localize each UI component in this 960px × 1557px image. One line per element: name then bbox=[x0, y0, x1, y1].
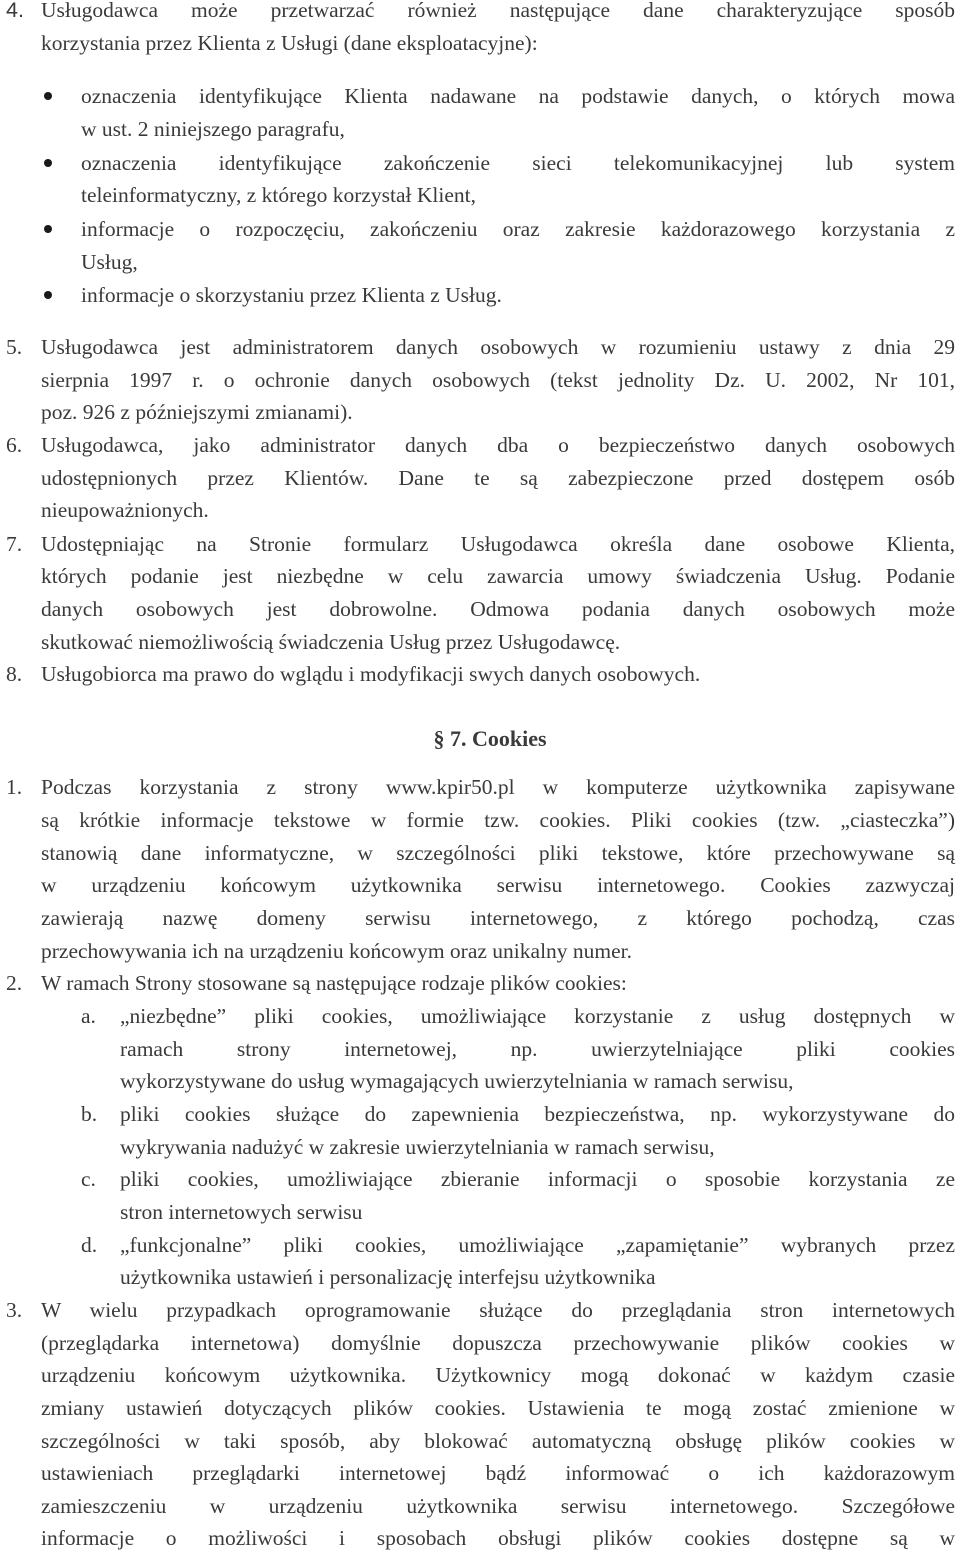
paragraph-line: urządzeniu końcowym użytkownika. Użytkownicy mogą dokonać w każdym czasie bbox=[41, 1363, 955, 1387]
list-line: wykrywania nadużyć w zakresie uwierzytelniania w ramach serwisu, bbox=[120, 1135, 715, 1159]
paragraph-line: których podanie jest niezbędne w celu zawarcia umowy świadczenia Usług. Podanie bbox=[41, 564, 955, 588]
section-heading: § 7. Cookies bbox=[433, 726, 547, 751]
paragraph-line: ustawieniach przeglądarki internetowej bądź informować o ich każdorazowym bbox=[41, 1461, 955, 1485]
paragraph-line: W ramach Strony stosowane są następujące rodzaje plików cookies: bbox=[41, 971, 627, 995]
paragraph-line: stanowią dane informatyczne, w szczególności pliki tekstowe, które przechowywane są bbox=[41, 841, 955, 865]
item-number: 2. bbox=[6, 971, 23, 995]
paragraph-line: udostępnionych przez Klientów. Dane te są zabezpieczone przed dostępem osób bbox=[41, 466, 955, 490]
paragraph-line: przechowywania ich na urządzeniu końcowym oraz unikalny numer. bbox=[41, 939, 633, 963]
paragraph-line: Usługodawca może przetwarzać również następujące dane charakteryzujące sposób bbox=[41, 0, 955, 22]
paragraph-line: Udostępniając na Stronie formularz Usługodawca określa dane osobowe Klienta, bbox=[41, 532, 955, 556]
paragraph-line: skutkować niemożliwością świadczenia Usług przez Usługodawcę. bbox=[41, 630, 621, 654]
item-number: 3. bbox=[6, 1298, 23, 1322]
paragraph-line: Podczas korzystania z strony www.kpir50.pl w komputerze użytkownika zapisywane bbox=[41, 775, 955, 799]
paragraph-line: (przeglądarka internetowa) domyślnie dopuszcza przechowywanie plików cookies w bbox=[41, 1331, 955, 1355]
item-number: 6. bbox=[6, 433, 23, 457]
list-line: ramach strony internetowej, np. uwierzytelniające pliki cookies bbox=[120, 1037, 955, 1061]
list-line: stron internetowych serwisu bbox=[120, 1200, 363, 1224]
paragraph-line: w urządzeniu końcowym użytkownika serwisu internetowego. Cookies zazwyczaj bbox=[41, 873, 955, 897]
bullet-line: oznaczenia identyfikujące zakończenie sieci telekomunikacyjnej lub system bbox=[81, 151, 955, 175]
bullet-line: oznaczenia identyfikujące Klienta nadawane na podstawie danych, o których mowa bbox=[81, 84, 955, 108]
bullet-line: informacje o rozpoczęciu, zakończeniu oraz zakresie każdorazowego korzystania z bbox=[81, 217, 955, 241]
list-line: użytkownika ustawień i personalizację interfejsu użytkownika bbox=[120, 1265, 656, 1289]
item-number: 1. bbox=[6, 775, 23, 799]
bullet-icon bbox=[44, 92, 52, 100]
bullet-icon bbox=[44, 225, 52, 233]
item-number: 7. bbox=[6, 532, 23, 556]
item-number: 5. bbox=[6, 335, 23, 359]
bullet-line: teleinformatyczny, z którego korzystał Klient, bbox=[81, 183, 477, 207]
bullet-icon bbox=[44, 159, 52, 167]
paragraph-line: W wielu przypadkach oprogramowanie służące do przeglądania stron internetowych bbox=[41, 1298, 955, 1322]
paragraph-line: są krótkie informacje tekstowe w formie tzw. cookies. Pliki cookies (tzw. „ciasteczka”) bbox=[41, 808, 955, 832]
paragraph-line: poz. 926 z późniejszymi zmianami). bbox=[41, 400, 353, 424]
bullet-icon bbox=[44, 291, 52, 299]
paragraph-line: szczególności w taki sposób, aby blokować automatyczną obsługę plików cookies w bbox=[41, 1429, 955, 1453]
item-letter: b. bbox=[81, 1102, 98, 1126]
paragraph-line: zawierają nazwę domeny serwisu internetowego, z którego pochodzą, czas bbox=[41, 906, 955, 930]
list-line: pliki cookies, umożliwiające zbieranie informacji o sposobie korzystania ze bbox=[120, 1167, 955, 1191]
paragraph-line: zamieszczeniu w urządzeniu użytkownika serwisu internetowego. Szczegółowe bbox=[41, 1494, 955, 1518]
paragraph-line: korzystania przez Klienta z Usługi (dane eksploatacyjne): bbox=[41, 31, 538, 55]
list-line: „funkcjonalne” pliki cookies, umożliwiające „zapamiętanie” wybranych przez bbox=[120, 1233, 955, 1257]
bullet-line: w ust. 2 niniejszego paragrafu, bbox=[81, 117, 345, 141]
bullet-line: Usług, bbox=[81, 250, 138, 274]
paragraph-line: Usługobiorca ma prawo do wglądu i modyfikacji swych danych osobowych. bbox=[41, 662, 701, 686]
item-number: 8. bbox=[6, 662, 23, 686]
paragraph-line: nieupoważnionych. bbox=[41, 498, 209, 522]
item-letter: c. bbox=[81, 1167, 96, 1191]
item-letter: d. bbox=[81, 1233, 98, 1257]
item-number: 4. bbox=[6, 0, 24, 22]
paragraph-line: Usługodawca jest administratorem danych osobowych w rozumieniu ustawy z dnia 29 bbox=[41, 335, 955, 359]
paragraph-line: informacje o możliwości i sposobach obsługi plików cookies dostępne są w bbox=[41, 1526, 955, 1550]
paragraph-line: sierpnia 1997 r. o ochronie danych osobowych (tekst jednolity Dz. U. 2002, Nr 101, bbox=[41, 368, 955, 392]
paragraph-line: zmiany ustawień dotyczących plików cookies. Ustawienia te mogą zostać zmienione w bbox=[41, 1396, 955, 1420]
paragraph-line: Usługodawca, jako administrator danych dba o bezpieczeństwo danych osobowych bbox=[41, 433, 955, 457]
list-line: pliki cookies służące do zapewnienia bezpieczeństwa, np. wykorzystywane do bbox=[120, 1102, 955, 1126]
list-line: „niezbędne” pliki cookies, umożliwiające korzystanie z usług dostępnych w bbox=[120, 1004, 955, 1028]
list-line: wykorzystywane do usług wymagających uwierzytelniania w ramach serwisu, bbox=[120, 1069, 794, 1093]
paragraph-line: danych osobowych jest dobrowolne. Odmowa podania danych osobowych może bbox=[41, 597, 955, 621]
item-letter: a. bbox=[81, 1004, 96, 1028]
bullet-line: informacje o skorzystaniu przez Klienta z Usług. bbox=[81, 283, 502, 307]
